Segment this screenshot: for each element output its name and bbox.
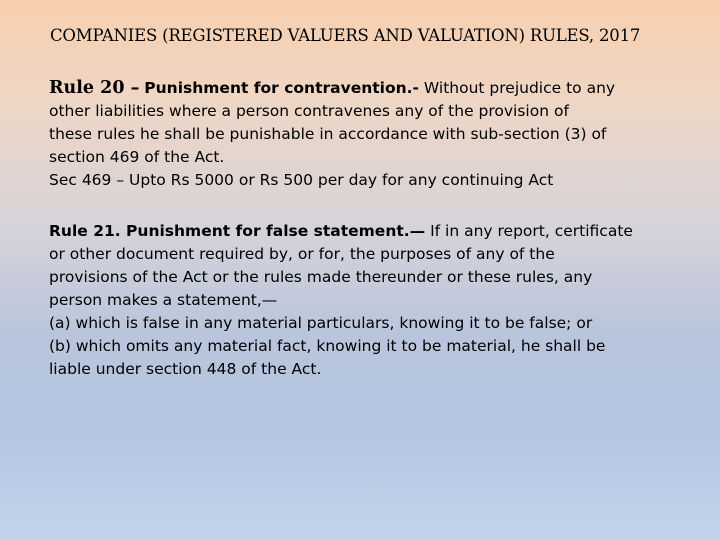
rule-20-line: other liabilities where a person contravenes any of the provision of [49, 102, 569, 120]
rule-20-block [49, 77, 679, 192]
rule-21-first-line [49, 220, 679, 243]
rule-21-line: (a) which is false in any material particulars, knowing it to be false; or [49, 314, 593, 332]
rule-20-line: section 469 of the Act. [49, 148, 225, 166]
rule-21-line: liable under section 448 of the Act. [49, 360, 322, 378]
rule-20-first-line [49, 77, 679, 100]
rule-21-block [49, 220, 679, 381]
rule-21-line: provisions of the Act or the rules made thereunder or these rules, any [49, 268, 593, 286]
rule-20-label: Rule 20 – [49, 78, 140, 98]
rule-21-lead-text: If in any report, certificate [430, 222, 633, 240]
rule-21-heading: Rule 21. Punishment for false statement.— [49, 222, 426, 240]
rule-21-line: (b) which omits any material fact, knowing it to be material, he shall be [49, 337, 606, 355]
rule-20-heading: Punishment for contravention.- [144, 79, 419, 97]
rule-20-lead-text: Without prejudice to any [423, 79, 616, 97]
slide-title: COMPANIES (REGISTERED VALUERS AND VALUATION) RULES, 2017 [50, 26, 641, 45]
rule-20-line: these rules he shall be punishable in accordance with sub-section (3) of [49, 125, 607, 143]
rule-21-line: or other document required by, or for, the purposes of any of the [49, 245, 555, 263]
rule-20-line: Sec 469 – Upto Rs 5000 or Rs 500 per day for any continuing Act [49, 171, 554, 189]
rule-21-line: person makes a statement,— [49, 291, 278, 309]
